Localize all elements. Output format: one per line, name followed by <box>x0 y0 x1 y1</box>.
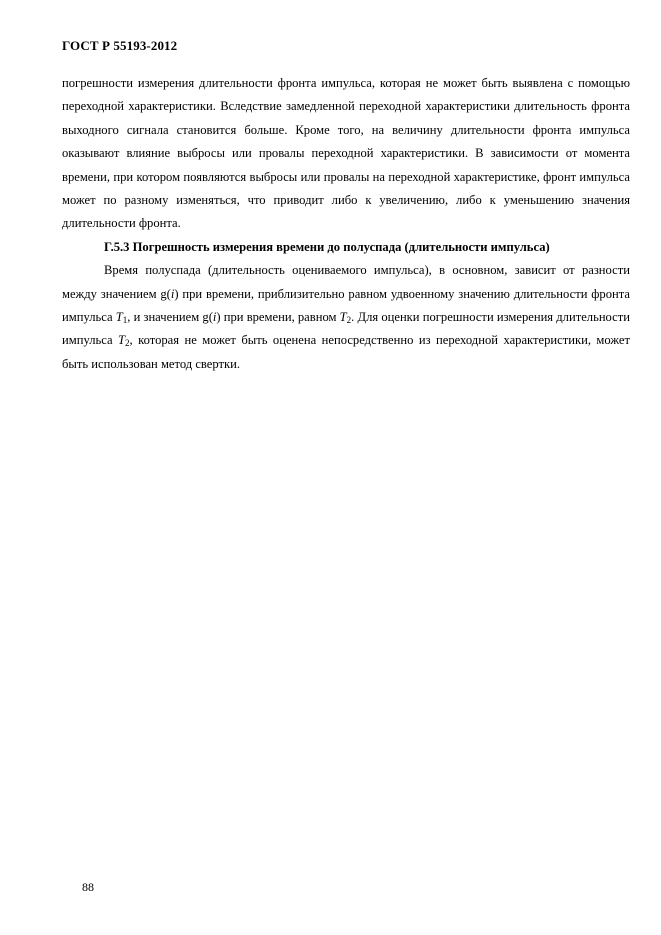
subscript-1: 1 <box>122 315 128 326</box>
var-T: T <box>339 310 347 325</box>
p2-text-2: ) при времени, приблизительно равном удвоенному значению длительности фронта импульса <box>62 286 631 325</box>
standard-header: ГОСТ Р 55193-2012 <box>62 38 178 53</box>
page-number: 88 <box>82 880 94 894</box>
subscript-2: 2 <box>346 315 352 326</box>
subscript-2: 2 <box>125 338 130 349</box>
p2-text-6: , которая не может быть оценена непосредственно из переходной характеристики, может быть использован метод свертки. <box>62 333 631 371</box>
p2-text-5: . Для оценки погрешности измерения длительности импульса <box>62 310 631 348</box>
var-i: i <box>212 310 217 325</box>
p2-text-1: Время полуспада (длительность оцениваемого импульса), в основном, зависит от разности между значением g( <box>62 263 630 301</box>
p2-text-3: , и значением g( <box>127 310 213 325</box>
var-T: T <box>118 333 126 348</box>
paragraph-2 <box>62 259 630 376</box>
p2-text-4: ) при времени, равном <box>216 310 340 325</box>
paragraph-1: погрешности измерения длительности фронта импульса, которая не может быть выявлена с помощью переходной характеристики. Вследствие замедленной переходной характеристики длительность фронта выходного сигнала становится больше. Кроме того, на величину длительности фронта импульса оказывают влияние выбросы или провалы переходной характеристики. В зависимости от момента времени, при котором появляются выбросы или провалы на переходной характеристике, фронт импульса может по разному изменяться, что приводит либо к увеличению, либо к уменьшению значения длительности фронта. <box>62 76 630 231</box>
var-T: T <box>115 310 123 325</box>
body-text <box>62 72 630 376</box>
section-heading: Г.5.3 Погрешность измерения времени до полуспада (длительности импульса) <box>104 239 550 254</box>
var-i: i <box>170 286 175 301</box>
